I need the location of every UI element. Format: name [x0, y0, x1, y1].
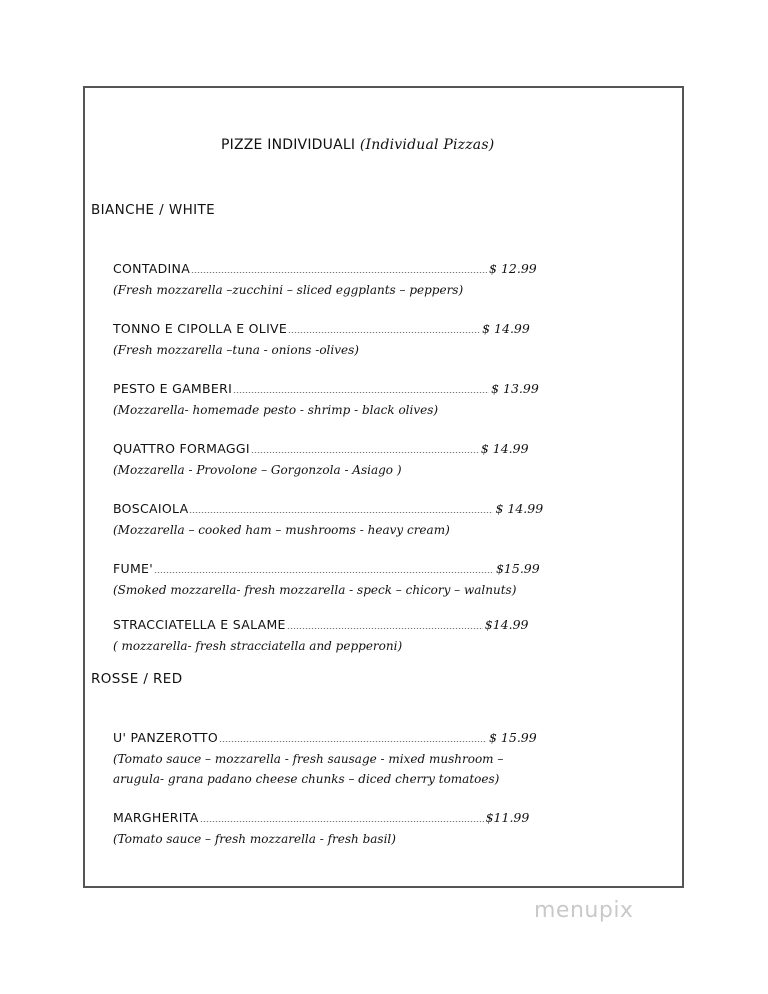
item-description: (Fresh mozzarella –zucchini – sliced eggplants – peppers) — [113, 283, 464, 297]
item-name: MARGHERITA — [113, 810, 199, 825]
dot-leader — [251, 452, 479, 453]
dot-leader — [219, 741, 487, 742]
title-sub: (Individual Pizzas) — [359, 137, 495, 153]
item-name: U' PANZEROTTO — [113, 730, 218, 745]
item-price: $ 14.99 — [482, 321, 530, 336]
item-price: $ 15.99 — [488, 730, 537, 745]
dot-leader — [233, 392, 489, 393]
item-name: CONTADINA — [113, 261, 191, 276]
dot-leader — [154, 572, 494, 573]
item-description-cont: arugula- grana padano cheese chunks – diced cherry tomatoes) — [113, 772, 500, 786]
menu-item — [113, 381, 583, 420]
dot-leader — [288, 332, 480, 333]
item-description: (Fresh mozzarella –tuna - onions -olives) — [113, 343, 359, 357]
watermark-logo: menupix — [534, 898, 634, 923]
item-name: TONNO E CIPOLLA E OLIVE — [113, 321, 288, 336]
item-price: $14.99 — [484, 617, 529, 632]
dot-leader — [189, 512, 493, 513]
dot-leader — [287, 628, 483, 629]
item-price: $ 12.99 — [489, 261, 537, 276]
menu-item — [113, 321, 583, 360]
item-price: $ 14.99 — [495, 501, 544, 516]
section-red-heading: ROSSE / RED — [91, 671, 183, 687]
item-name: BOSCAIOLA — [113, 501, 189, 516]
item-name: FUME' — [113, 561, 153, 576]
item-price: $15.99 — [495, 561, 540, 576]
item-price: $ 13.99 — [491, 381, 539, 396]
item-name: PESTO E GAMBERI — [113, 381, 233, 396]
item-price: $ 14.99 — [480, 441, 529, 456]
item-description: (Tomato sauce – mozzarella - fresh sausage - mixed mushroom – — [113, 752, 504, 766]
menu-item — [113, 501, 583, 540]
menu-item — [113, 730, 583, 789]
item-description: (Smoked mozzarella- fresh mozzarella - speck – chicory – walnuts) — [113, 583, 517, 597]
page-title — [221, 137, 494, 153]
item-description: (Mozzarella – cooked ham – mushrooms - heavy cream) — [113, 523, 450, 537]
menu-item — [113, 617, 583, 656]
title-main: PIZZE INDIVIDUALI — [221, 137, 356, 153]
item-description: (Mozzarella- homemade pesto - shrimp - black olives) — [113, 403, 439, 417]
item-name: QUATTRO FORMAGGI — [113, 441, 250, 456]
section-white-heading: BIANCHE / WHITE — [91, 202, 216, 218]
menu-item — [113, 441, 583, 480]
menu-item — [113, 261, 583, 300]
menu-item — [113, 810, 583, 849]
item-description: ( mozzarella- fresh stracciatella and pepperoni) — [113, 639, 403, 653]
item-price: $11.99 — [485, 810, 530, 825]
dot-leader — [200, 821, 484, 822]
item-description: (Mozzarella - Provolone – Gorgonzola - Asiago ) — [113, 463, 402, 477]
item-description: (Tomato sauce – fresh mozzarella - fresh basil) — [113, 832, 396, 846]
item-name: STRACCIATELLA E SALAME — [113, 617, 286, 632]
menu-item — [113, 561, 583, 600]
dot-leader — [191, 272, 487, 273]
